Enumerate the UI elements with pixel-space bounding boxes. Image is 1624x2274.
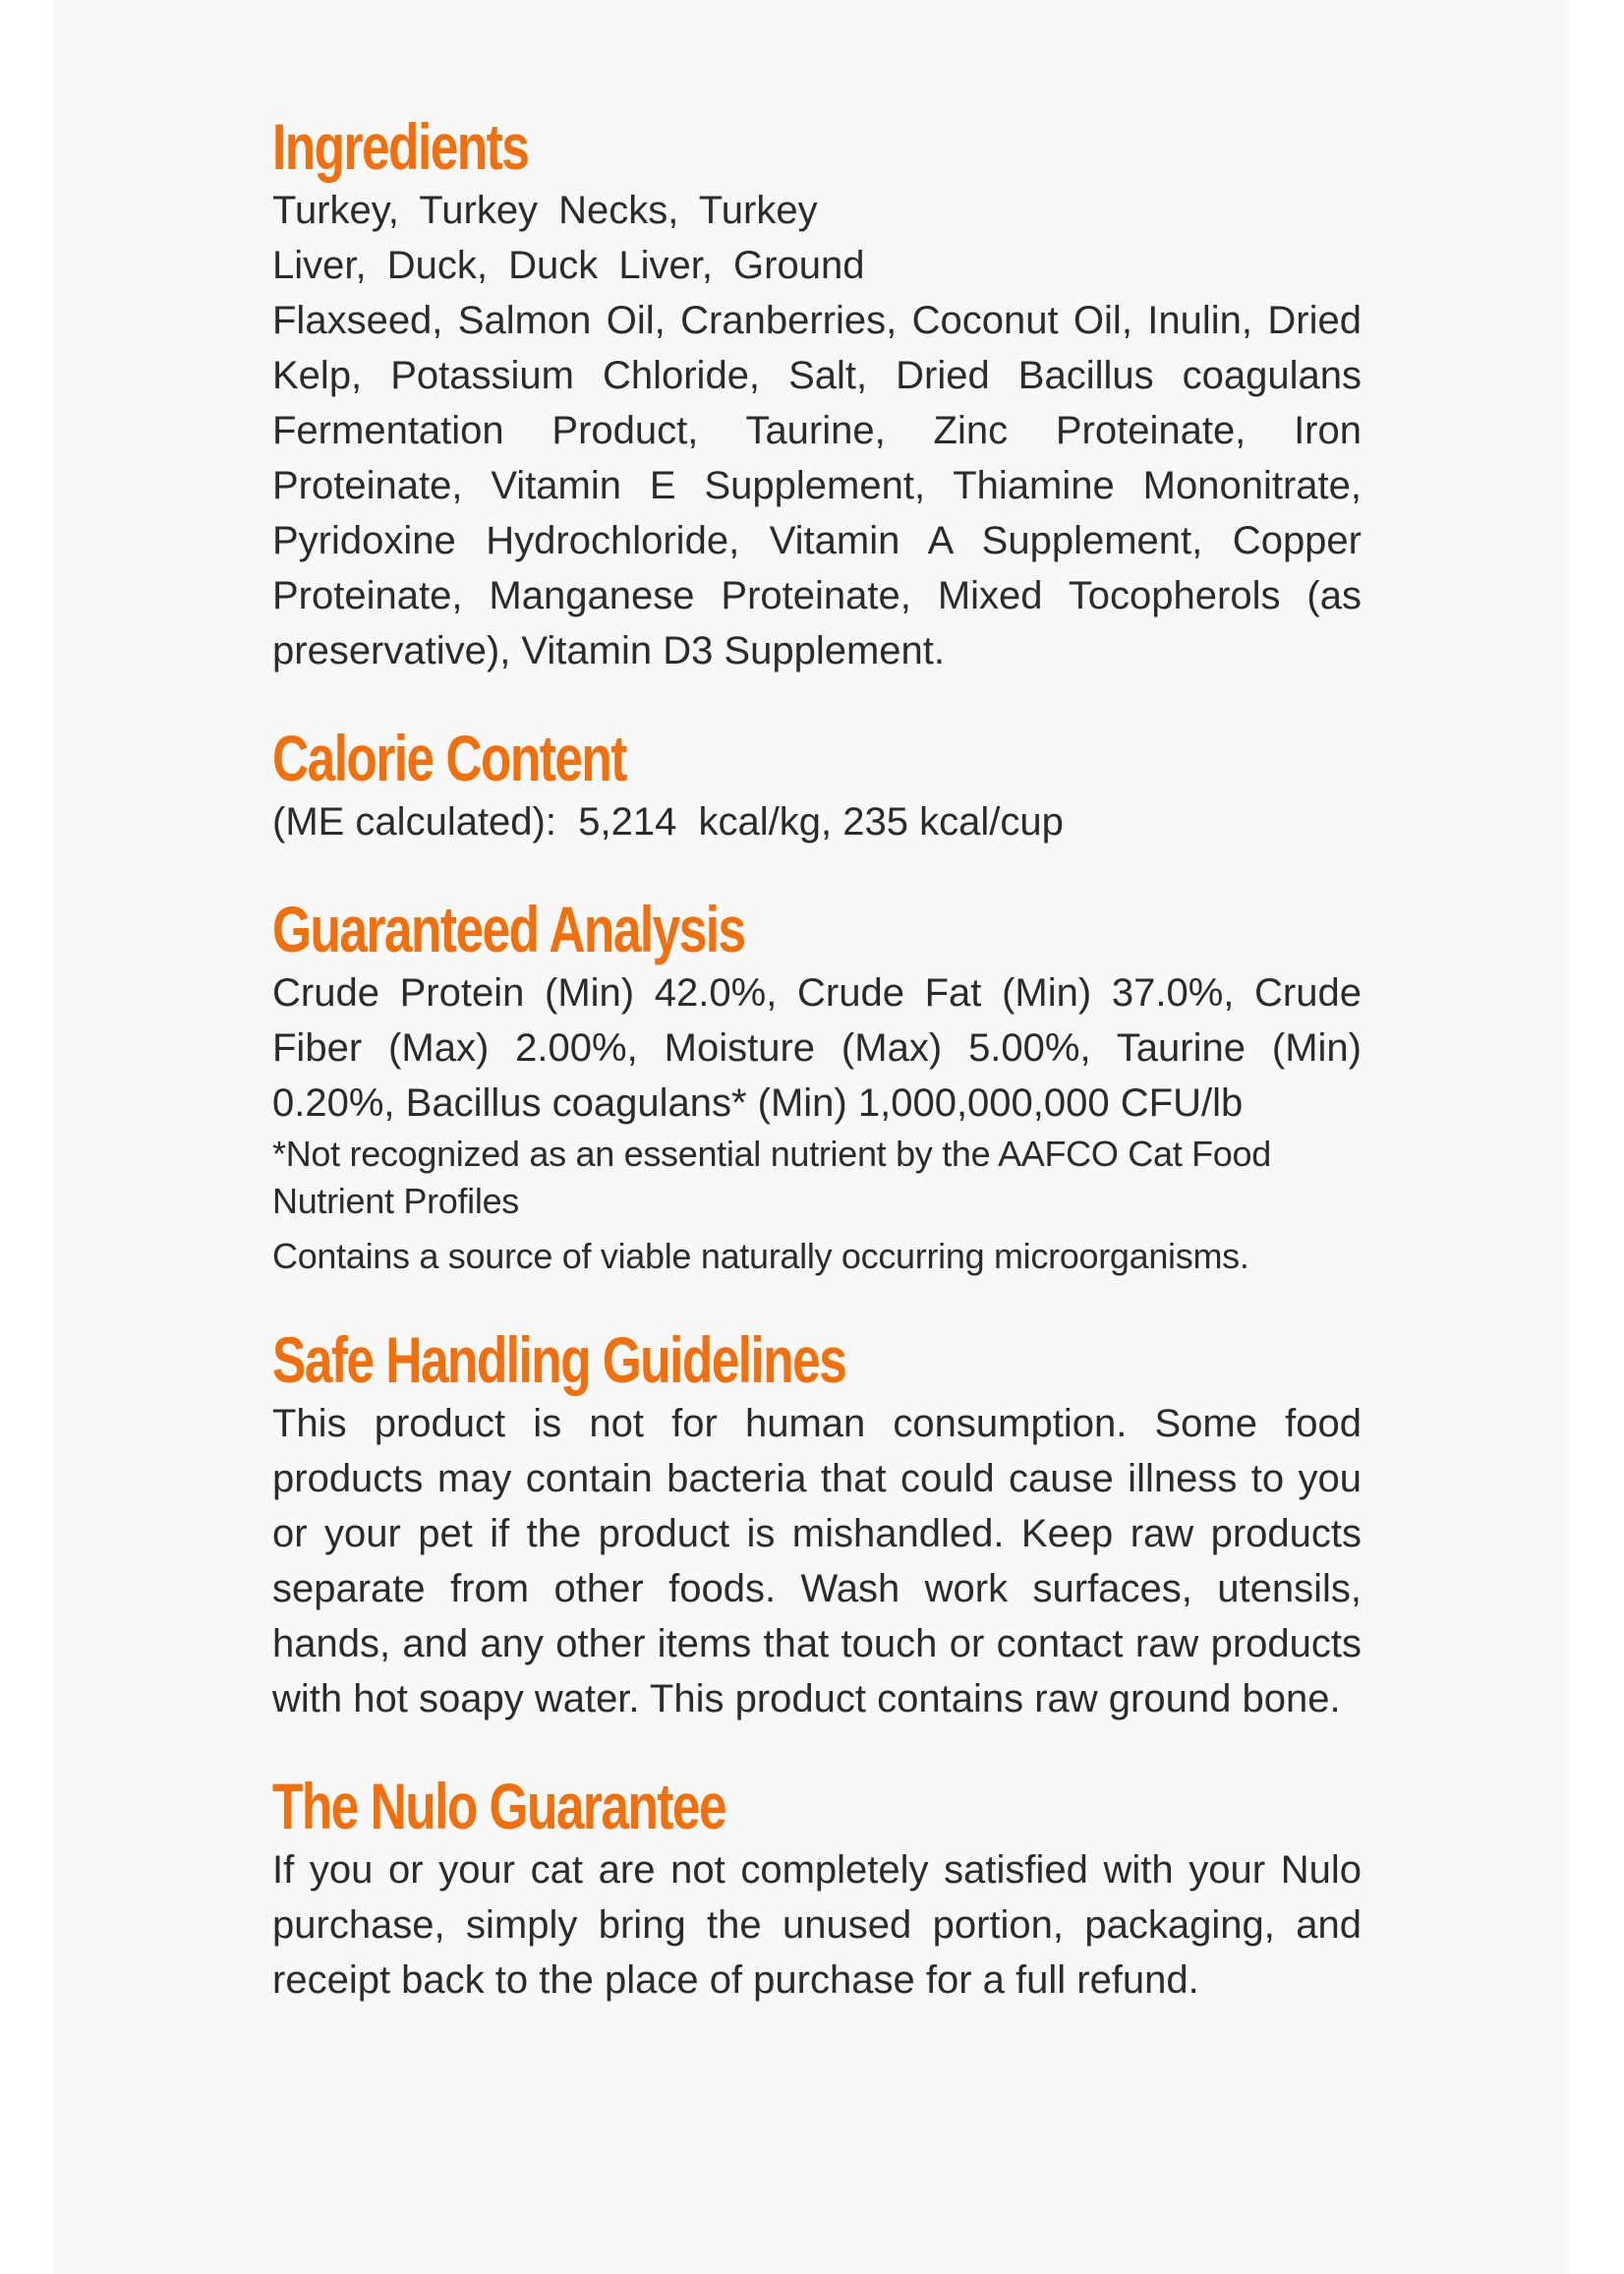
ingredients-line-2: Liver, Duck, Duck Liver, Ground	[272, 244, 865, 287]
ingredients-list	[272, 183, 1362, 678]
ingredients-section	[272, 110, 1362, 678]
calorie-heading: Calorie Content	[272, 722, 626, 794]
analysis-section	[272, 893, 1362, 1280]
analysis-text: Crude Protein (Min) 42.0%, Crude Fat (Min) 37.0%, Crude Fiber (Max) 2.00%, Moisture (Max) 5.00%, Taurine (Min) 0.20%, Bacillus coagulans* (Min) 1,000,000,000 CFU/lb	[272, 971, 1362, 1125]
nutrition-label	[272, 110, 1362, 2008]
analysis-heading: Guaranteed Analysis	[272, 893, 745, 965]
safe-handling-text: This product is not for human consumption. Some food products may contain bacteria that could cause illness to you or your pet if the product is mishandled. Keep raw products separate from other foods. Wash work surfaces, utensils, hands, and any other items that touch or contact raw products with hot soapy water. This product contains raw ground bone.	[272, 1402, 1362, 1720]
ingredients-heading: Ingredients	[272, 110, 529, 183]
calorie-section	[272, 722, 1362, 849]
ingredients-rest: Flaxseed, Salmon Oil, Cranberries, Coconut Oil, Inulin, Dried Kelp, Potassium Chloride, Salt, Dried Bacillus coagulans Fermentation Product, Taurine, Zinc Proteinate, Iron Proteinate, Vitamin E Supplement, Thiamine Mononitrate, Pyridoxine Hydrochloride, Vitamin A Supplement, Copper Proteinate, Manganese Proteinate, Mixed Tocopherols (as preservative), Vitamin D3 Supplement.	[272, 299, 1362, 672]
guarantee-section	[272, 1770, 1362, 2008]
analysis-note: Contains a source of viable naturally occurring microorganisms.	[272, 1236, 1249, 1276]
safe-handling-section	[272, 1323, 1362, 1726]
guarantee-heading: The Nulo Guarantee	[272, 1770, 726, 1842]
ingredients-line-1: Turkey, Turkey Necks, Turkey	[272, 189, 818, 232]
guarantee-text: If you or your cat are not completely satisfied with your Nulo purchase, simply bring the unused portion, packaging, and receipt back to the place of purchase for a full refund.	[272, 1848, 1362, 2002]
analysis-footnote: *Not recognized as an essential nutrient by the AAFCO Cat Food Nutrient Profiles	[272, 1134, 1271, 1221]
safe-handling-heading: Safe Handling Guidelines	[272, 1323, 846, 1396]
calorie-text: (ME calculated): 5,214 kcal/kg, 235 kcal/cup	[272, 800, 1064, 844]
